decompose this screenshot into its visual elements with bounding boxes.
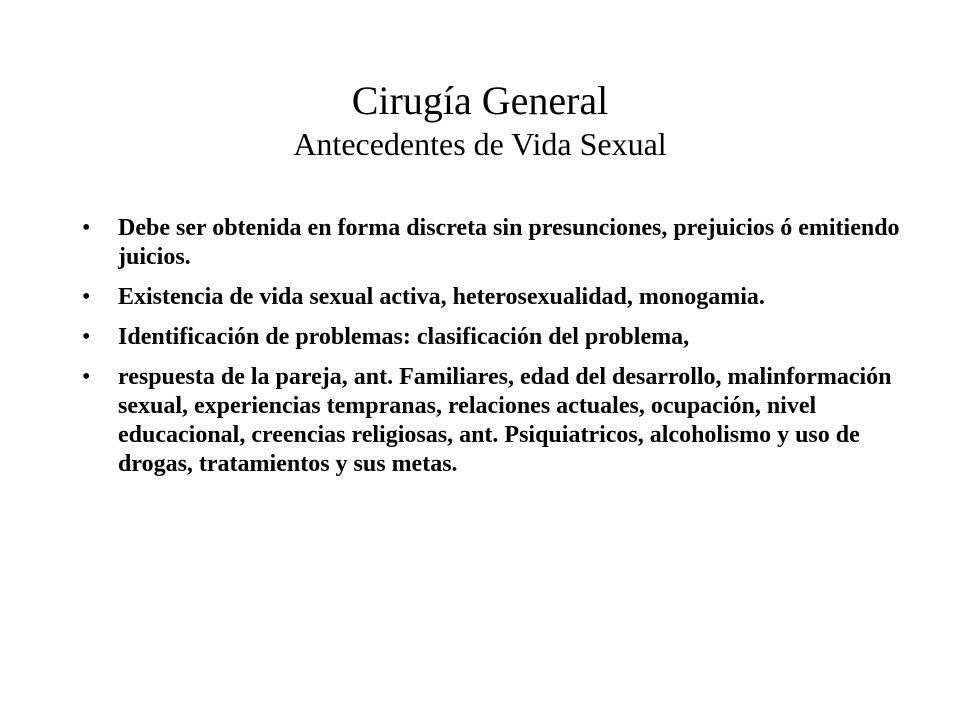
bullet-text: Debe ser obtenida en forma discreta sin presunciones, prejuicios ó emitiendo juicios. [118, 215, 900, 270]
bullet-text: Identificación de problemas: clasificación del problema, [118, 324, 690, 350]
bullet-dot-icon: • [82, 324, 91, 350]
slide-title: Cirugía General [351, 78, 609, 123]
title-block [0, 78, 960, 164]
bullet-text: Existencia de vida sexual activa, heterosexualidad, monogamia. [118, 284, 765, 310]
bullet-item [80, 363, 900, 479]
slide-subtitle: Antecedentes de Vida Sexual [293, 126, 667, 162]
bullet-list [80, 214, 900, 490]
bullet-text: respuesta de la pareja, ant. Familiares, edad del desarrollo, malinformación sexual, experiencias tempranas, relaciones actuales, ocupación, nivel educacional, creencias religiosas, ant. Psiquiatricos, alcoholismo y uso de drogas, tratamientos y sus metas. [118, 364, 892, 477]
bullet-item [80, 214, 900, 272]
bullet-dot-icon: • [82, 364, 91, 390]
bullet-item [80, 323, 900, 352]
bullet-dot-icon: • [82, 284, 91, 310]
bullet-dot-icon: • [82, 215, 91, 241]
bullet-item [80, 283, 900, 312]
